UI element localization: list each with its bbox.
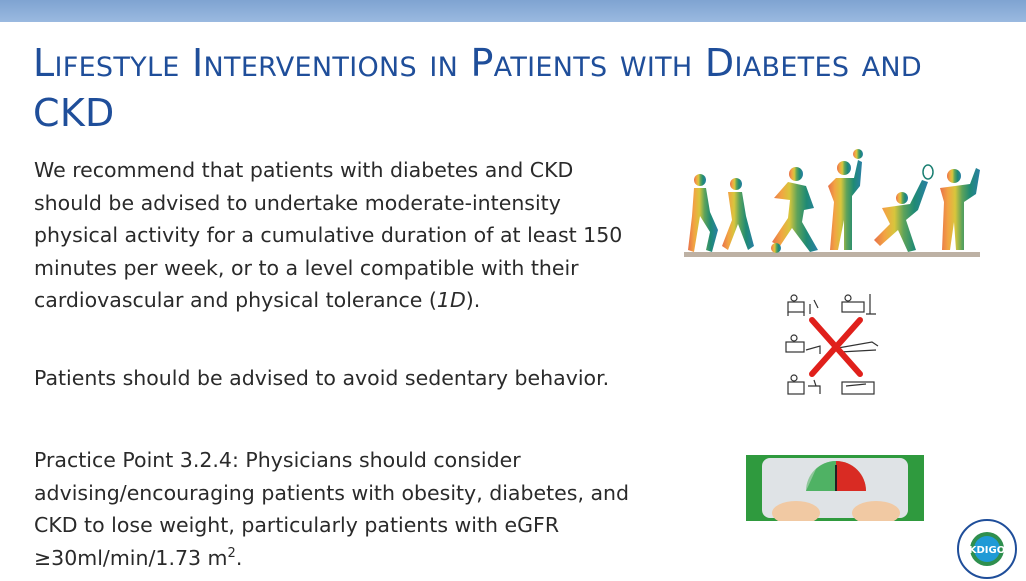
logo-text: KDIGO: [968, 545, 1006, 556]
recommendation-paragraph: [34, 154, 634, 317]
kdigo-logo-icon: [956, 518, 1018, 580]
sedentary-paragraph: Patients should be advised to avoid sedentary behavior.: [34, 366, 610, 390]
slide-title: Lifestyle Interventions in Patients with Diabetes and CKD: [33, 41, 923, 135]
practice-point-superscript: 2: [227, 545, 236, 561]
sedentary-activities-icon: [780, 290, 888, 402]
top-accent-bar: [0, 0, 1026, 22]
recommendation-close: ).: [465, 288, 481, 312]
sport-silhouettes-icon: [684, 146, 980, 262]
recommendation-text: We recommend that patients with diabetes and CKD should be advised to undertake moderate-intensity physical activity for a cumulative duration of at least 150 minutes per week, or to a level compatible with their cardiovascular and physical tolerance (: [34, 158, 623, 312]
recommendation-grade: 1D: [436, 288, 466, 312]
practice-point-text: Practice Point 3.2.4: Physicians should consider advising/encouraging patients with obesity, diabetes, and CKD to lose weight, particularly patients with eGFR ≥30ml/min/1.73 m: [34, 448, 630, 570]
practice-point-end: .: [235, 545, 243, 570]
practice-point-paragraph: [34, 444, 634, 574]
weight-scale-icon: [746, 455, 924, 521]
